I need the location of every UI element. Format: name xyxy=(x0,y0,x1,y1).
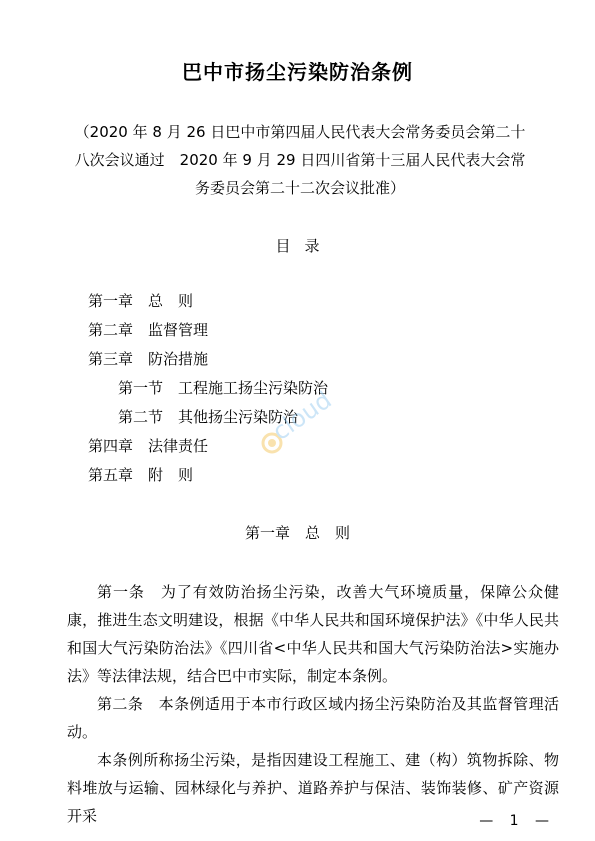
toc-item xyxy=(88,464,193,485)
chapter-label: 总 则 xyxy=(305,524,351,542)
toc-item-label: 其他扬尘污染防治 xyxy=(178,408,299,426)
toc-item-label: 监督管理 xyxy=(148,321,209,339)
toc-item-label: 法律责任 xyxy=(148,437,209,455)
toc-item-number: 第一章 xyxy=(88,292,134,310)
toc-item xyxy=(88,290,193,311)
toc-item-label: 附 则 xyxy=(148,466,194,484)
toc-item-label: 总 则 xyxy=(148,292,194,310)
article-body xyxy=(67,578,559,830)
toc-item xyxy=(88,319,208,340)
article-paragraph: 第一条 为了有效防治扬尘污染，改善大气环境质量，保障公众健康，推进生态文明建设，根据《中华人民共和国环境保护法》《中华人民共和国大气污染防治法》《四川省<中华人民共和国大气污染防治法>实施办法》等法律法规，结合巴中市实际，制定本条例。 xyxy=(67,583,559,685)
toc-item-number: 第二章 xyxy=(88,321,134,339)
adoption-note-line: （2020 年 8 月 26 日巴中市第四届人民代表大会常务委员会第二十 xyxy=(74,123,526,141)
adoption-note-line: 八次会议通过 2020 年 9 月 29 日四川省第十三届人民代表大会常 xyxy=(74,151,526,169)
toc-item-number: 第一节 xyxy=(118,379,164,397)
toc-item-number: 第二节 xyxy=(118,408,164,426)
page-number: — 1 — xyxy=(479,813,555,829)
article-paragraph: 第二条 本条例适用于本市行政区域内扬尘污染防治及其监督管理活动。 xyxy=(67,695,559,741)
document-title: 巴中市扬尘污染防治条例 xyxy=(182,60,413,84)
chapter-heading xyxy=(0,522,595,543)
toc-item xyxy=(88,435,208,456)
toc-item-label: 防治措施 xyxy=(148,350,209,368)
toc-heading: 目录 xyxy=(275,237,334,255)
toc-item-number: 第四章 xyxy=(88,437,134,455)
svg-text:cloud: cloud xyxy=(267,385,337,446)
toc-item-label: 工程施工扬尘污染防治 xyxy=(178,379,329,397)
toc-item-number: 第三章 xyxy=(88,350,134,368)
adoption-note xyxy=(60,118,540,202)
toc-item-number: 第五章 xyxy=(88,466,134,484)
chapter-number: 第一章 xyxy=(244,524,290,542)
cloud-watermark-icon xyxy=(258,385,353,465)
article-paragraph: 本条例所称扬尘污染，是指因建设工程施工、建（构）筑物拆除、物料堆放与运输、园林绿化与养护、道路养护与保洁、装饰装修、矿产资源开采 xyxy=(67,751,559,825)
toc-item xyxy=(88,348,208,369)
adoption-note-line: 务委员会第二十二次会议批准） xyxy=(194,179,405,197)
